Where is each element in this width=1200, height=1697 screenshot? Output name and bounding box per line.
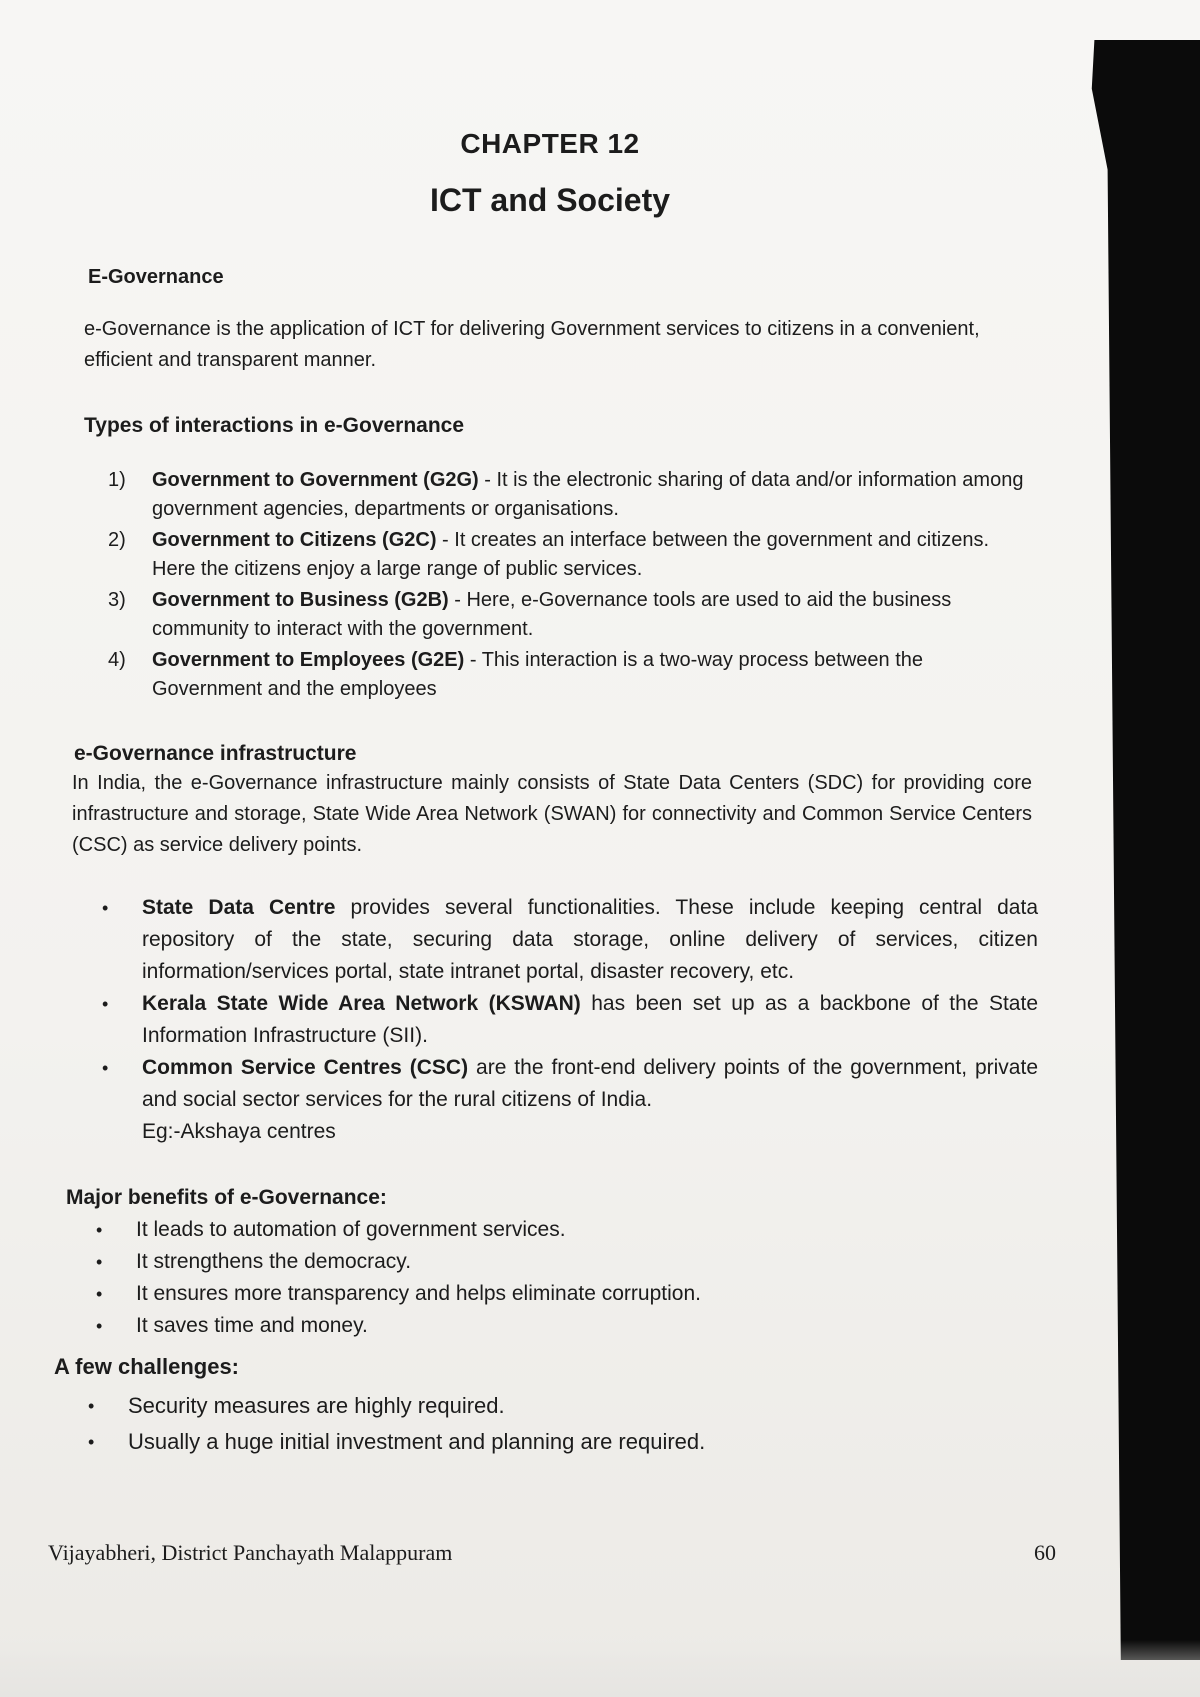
list-item [88,1424,988,1460]
list-item [102,1052,1038,1148]
challenges-heading: A few challenges: [54,1354,240,1379]
item-example: Eg:-Akshaya centres [142,1120,336,1143]
types-heading: Types of interactions in e-Governance [84,414,465,437]
benefit-text: It leads to automation of government services. [136,1218,566,1241]
challenges-list [88,1388,988,1460]
list-item [88,1388,988,1424]
item-desc: are the front-end delivery points of the government, private and social sector services for the rural citizens of India. [142,1056,1039,1111]
infra-text: In India, the e-Governance infrastructure mainly consists of State Data Centers (SDC) for providing core infrastructure and storage, State Wide Area Network (SWAN) for connectivity and Common Service Centers (CSC) as service delivery points. [72,772,1032,856]
chapter-title: ICT and Society [429,182,671,218]
item-term: Kerala State Wide Area Network (KSWAN) [142,992,581,1015]
list-item [96,1310,996,1342]
item-desc: has been set up as a backbone of the State Information Infrastructure (SII). [142,992,1038,1047]
bullet-glyph: • [102,1058,109,1078]
benefit-text: It ensures more transparency and helps eliminate corruption. [136,1282,701,1305]
list-item [96,1246,996,1278]
item-term: State Data Centre [142,896,336,919]
infra-components-list [102,892,1038,1148]
benefits-heading: Major benefits of e-Governance: [66,1186,387,1209]
item-number: 2) [108,529,126,551]
bullet-glyph: • [96,1220,103,1240]
list-item [108,586,1028,644]
list-item [108,466,1028,524]
item-desc: - Here, e-Governance tools are used to aid the business community to interact with the government. [152,589,952,640]
list-item [102,892,1038,988]
list-item [96,1214,996,1246]
item-term: Government to Government (G2G) [152,469,479,491]
item-desc: provides several functionalities. These include keeping central data repository of the state, securing data storage, online delivery of services, citizen information/services portal, state intranet portal, disaster recovery, etc. [142,896,1038,983]
item-desc: - This interaction is a two-way process between the Government and the employees [152,649,924,700]
list-item [96,1278,996,1310]
item-term: Government to Employees (G2E) [152,649,465,671]
item-number: 3) [108,589,126,611]
item-term: Government to Citizens (G2C) [152,529,437,551]
benefit-text: It strengthens the democracy. [136,1250,412,1273]
list-item [108,646,1028,704]
item-term: Government to Business (G2B) [152,589,449,611]
bullet-glyph: • [96,1316,103,1336]
bullet-glyph: • [96,1252,103,1272]
challenge-text: Security measures are highly required. [128,1393,505,1418]
bullet-glyph: • [96,1284,103,1304]
benefits-list [96,1214,996,1342]
list-item [108,526,1028,584]
egov-heading: E-Governance [88,266,224,288]
bullet-glyph: • [102,994,109,1014]
bottom-shadow [0,1640,1200,1697]
egov-definition: e-Governance is the application of ICT for delivering Government services to citizens in a convenient, efficient and transparent manner. [84,318,980,371]
page-number: 60 [1034,1540,1056,1565]
infra-heading: e-Governance infrastructure [74,742,357,765]
bullet-glyph: • [102,898,109,918]
list-item [102,988,1038,1052]
item-desc: - It is the electronic sharing of data and/or information among government agencies, departments or organisations. [152,469,1024,520]
interaction-types-list [108,466,1028,706]
item-desc: - It creates an interface between the government and citizens. Here the citizens enjoy a large range of public services. [152,529,990,580]
item-number: 1) [108,469,126,491]
chapter-label: CHAPTER 12 [460,128,640,159]
bullet-glyph: • [88,1432,95,1452]
item-term: Common Service Centres (CSC) [142,1056,469,1079]
bullet-glyph: • [88,1396,95,1416]
item-number: 4) [108,649,126,671]
challenge-text: Usually a huge initial investment and planning are required. [128,1429,706,1454]
footer-source: Vijayabheri, District Panchayath Malappuram [48,1540,453,1565]
benefit-text: It saves time and money. [136,1314,368,1337]
